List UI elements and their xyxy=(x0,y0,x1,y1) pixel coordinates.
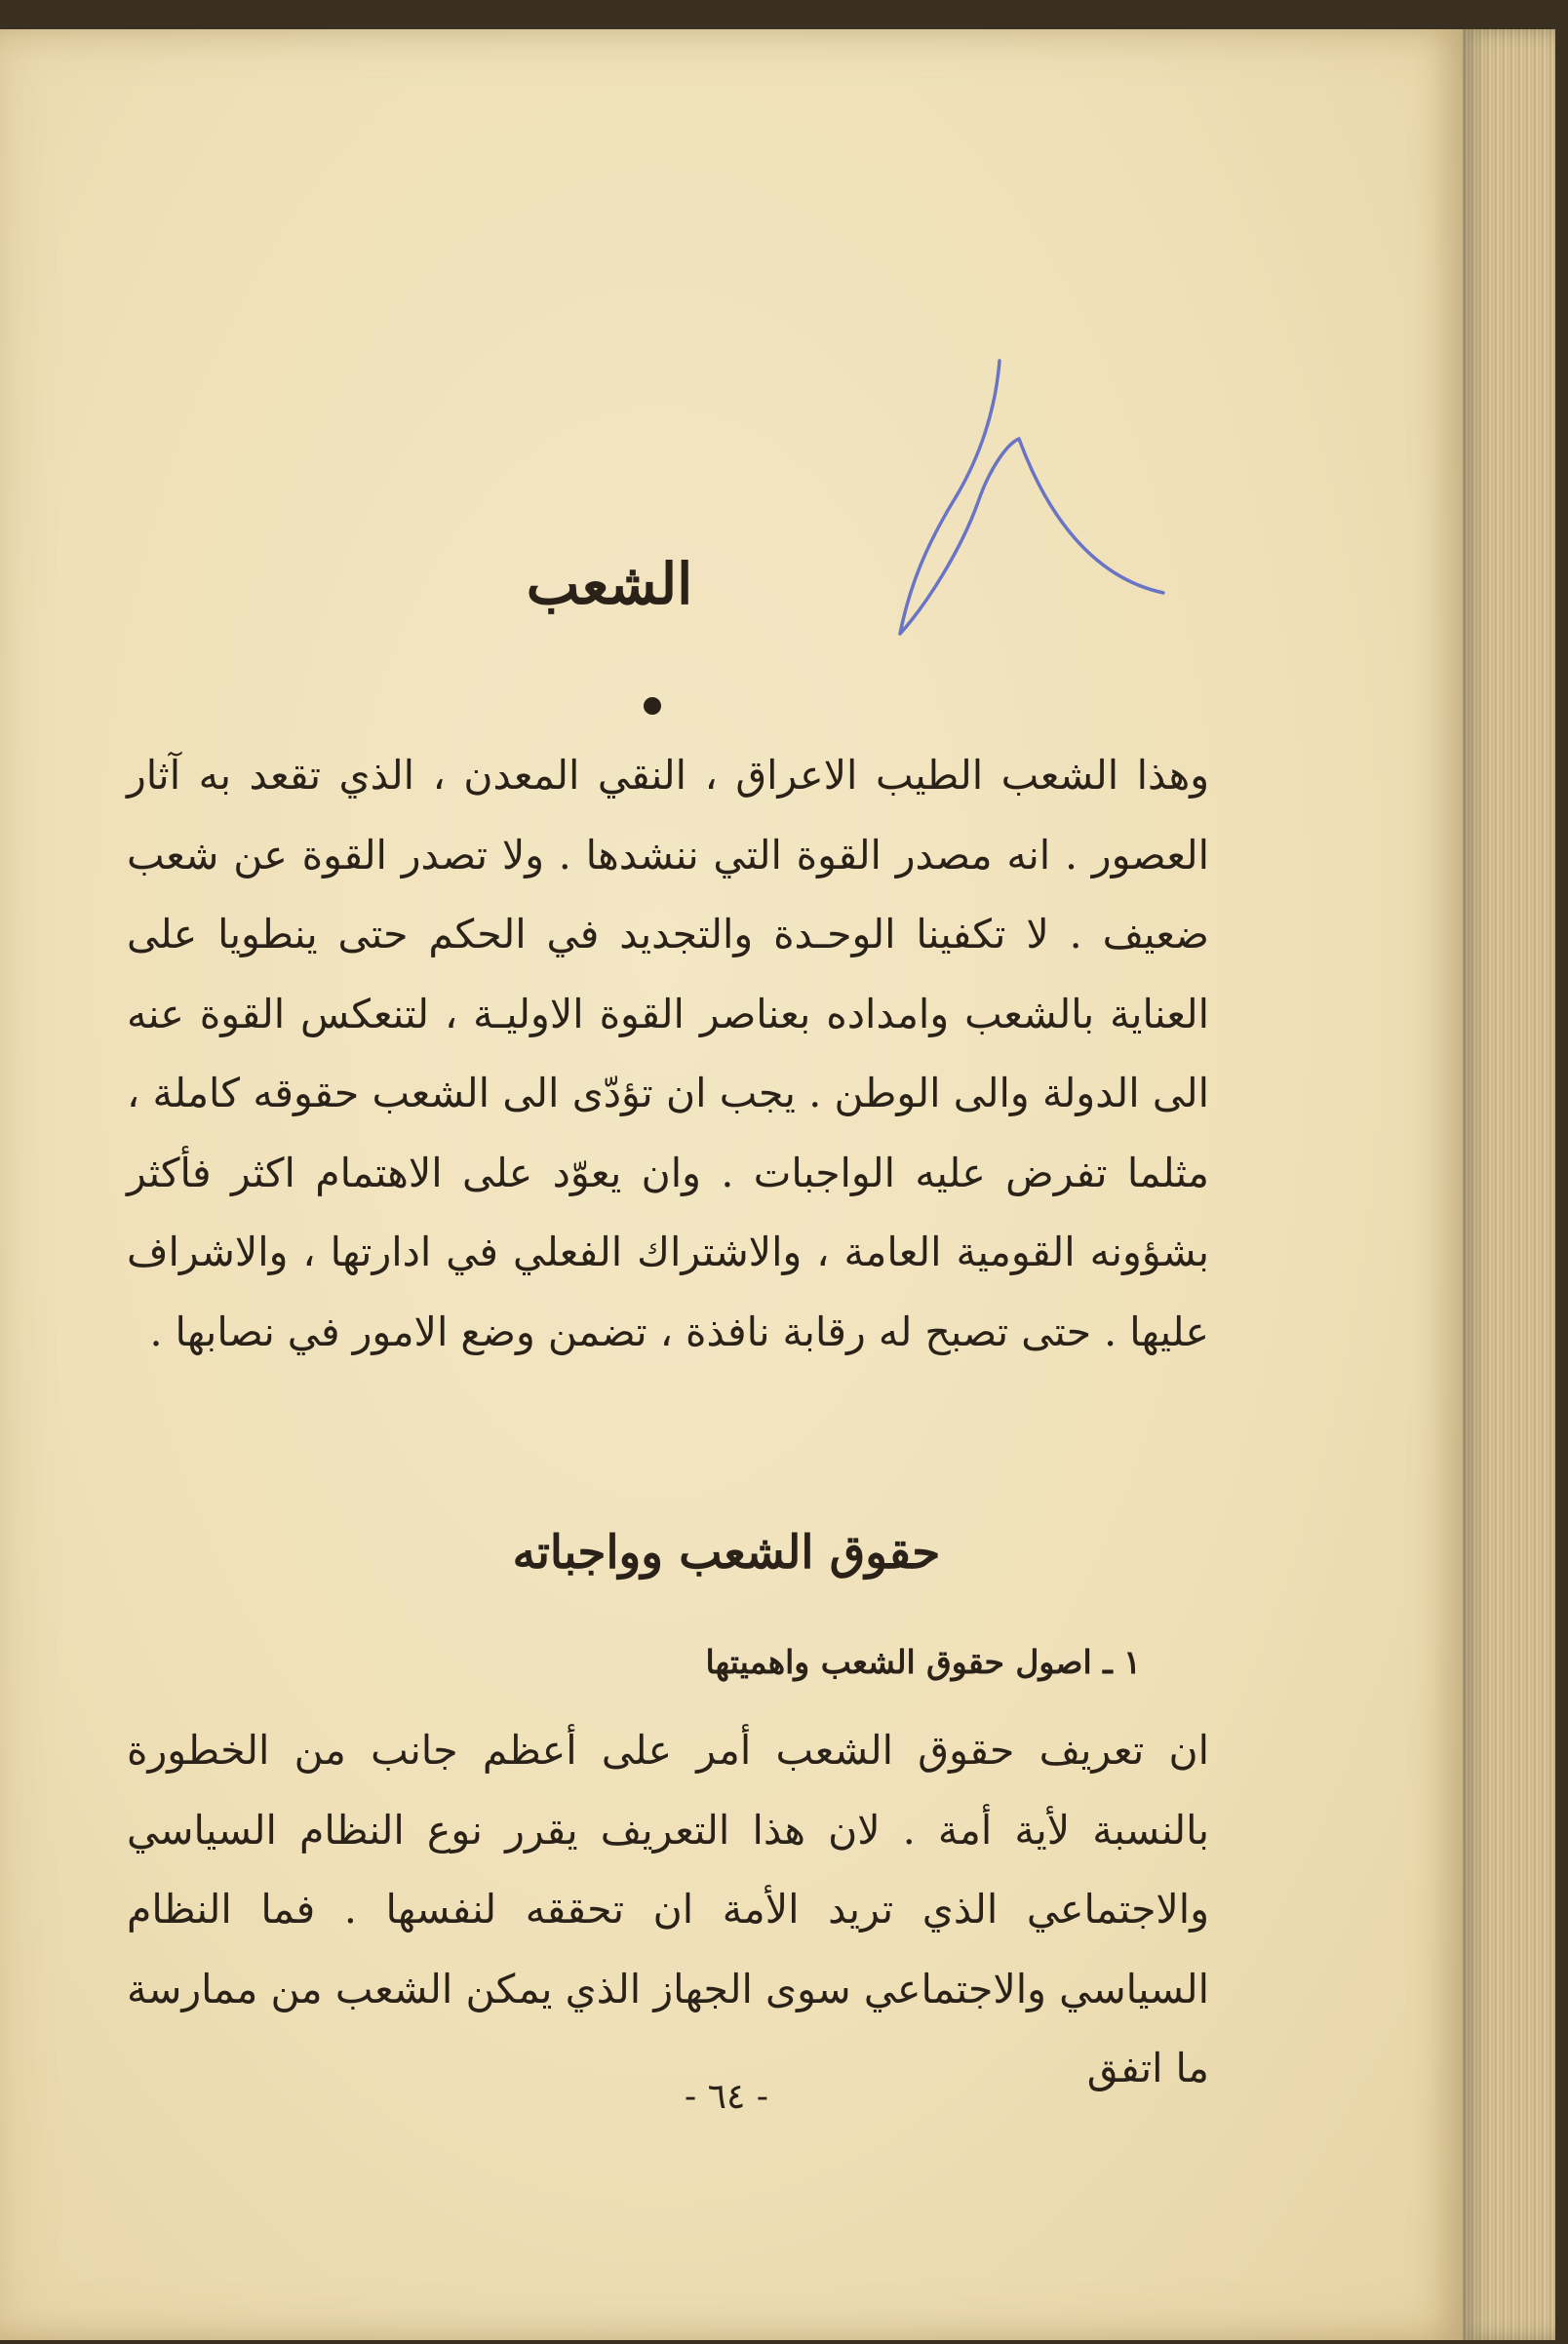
section-heading: حقوق الشعب وواجباته xyxy=(512,1526,941,1580)
page-edges xyxy=(1463,29,1555,2340)
intro-paragraph: وهذا الشعب الطيب الاعراق ، النقي المعدن ، الذي تقعد به آثار العصور . انه مصدر القوة التي ننشدها . ولا تصدر القوة عن شعب ضعيف . لا تكفينا الوحـدة والتجديد في الحكم حتى ينطويا على العناية بالشعب وامداده بعناصر القوة الاوليـة ، لتنعكس القوة عنه الى الدولة والى الوطن . يجب ان تؤدّى الى الشعب حقوقه كاملة ، مثلما تفرض عليه الواجبات . وان يعوّد على الاهتمام اكثر فأكثر بشؤونه القومية العامة ، والاشتراك الفعلي في ادارتها ، والاشراف عليها . حتى تصبح له رقابة نافذة ، تضمن وضع الامور في نصابها . xyxy=(127,752,1209,1355)
page-content xyxy=(127,29,1209,2340)
book-page xyxy=(0,29,1463,2340)
section-paragraph: ان تعريف حقوق الشعب أمر على أعظم جانب من الخطورة بالنسبة لأية أمة . لان هذا التعريف يقرر نوع النظام السياسي والاجتماعي الذي تريد الأمة ان تحققه لنفسها . فما النظام السياسي والاجتماعي سوى الجهاز الذي يمكن الشعب من ممارسة ما اتفق xyxy=(127,1727,1209,2091)
decorative-bullet xyxy=(644,697,661,715)
page-number: - ٦٤ - xyxy=(685,2077,768,2117)
subsection-heading: ١ ـ اصول حقوق الشعب واهميتها xyxy=(705,1643,1141,1681)
chapter-title: الشعب xyxy=(526,551,693,617)
